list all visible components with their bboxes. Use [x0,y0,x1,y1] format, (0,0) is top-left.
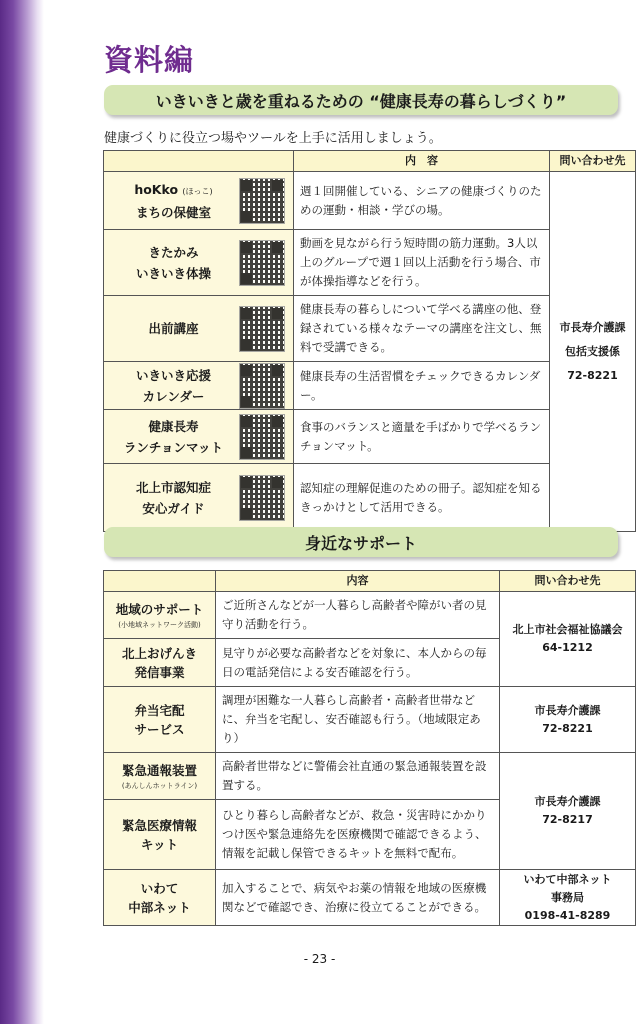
row-name-line2: サービス [134,721,185,737]
table-row [104,870,636,926]
row-desc: ご近所さんなどが一人暮らし高齢者や障がい者の見守り活動を行う。 [216,592,500,639]
header-content: 内 容 [294,151,550,172]
row-name [104,464,294,532]
row-name-line2: 発信事業 [134,664,185,680]
qr-code-icon[interactable] [239,178,285,224]
row-name-line1: 北上おげんき [121,645,197,661]
intro-text: 健康づくりに役立つ場やツールを上手に活用しましょう。 [104,131,442,146]
row-desc: 健康長寿の暮らしについて学べる講座の他、登録されている様々なテーマの講座を注文し、無料で受講できる。 [294,296,550,362]
header-contact: 問い合わせ先 [500,571,636,592]
row-name [104,172,294,230]
row-desc: ひとり暮らし高齢者などが、救急・災害時にかかりつけ医や緊急連絡先を医療機関で確認できるよう、情報を記載し保管できるキットを無料で配布。 [216,800,500,870]
table-header-row [104,151,636,172]
row-desc: 認知症の理解促進のための冊子。認知症を知るきっかけとして活用できる。 [294,464,550,532]
support-table [103,570,636,926]
row-desc: 食事のバランスと適量を手ばかりで学べるランチョンマット。 [294,410,550,464]
contact-cell [550,172,636,532]
row-name-line2: カレンダー [142,388,205,404]
row-name-line1: 弁当宅配 [134,702,185,718]
contact-cell [500,870,636,926]
qr-code-icon[interactable] [239,363,285,409]
row-name [104,870,216,926]
row-desc: 加入することで、病気やお薬の情報を地域の医療機関などで確認でき、治療に役立てることができる。 [216,870,500,926]
contact-line2: 事務局 [551,890,584,904]
row-name-line2: キット [140,836,179,852]
header-content: 内容 [216,571,500,592]
row-name-line1: 北上市認知症 [135,479,211,495]
row-desc: 動画を見ながら行う短時間の筋力運動。3人以上のグループで週１回以上活動を行う場合、市が体操指導などを行う。 [294,230,550,296]
row-name-reading: (ほっこ) [182,186,213,196]
row-name-line1: 出前講座 [148,321,199,336]
contact-cell [500,592,636,687]
row-desc: 週１回開催している、シニアの健康づくりのための運動・相談・学びの場。 [294,172,550,230]
banner-nearby-support: 身近なサポート [104,527,618,557]
row-name-line2: まちの保健室 [135,204,211,220]
row-name-line1: いわて [140,880,179,896]
table-row [104,753,636,800]
row-name-line2: いきいき体操 [135,265,211,281]
contact-line1: 市長寿介護課 [559,320,626,334]
row-name [104,687,216,753]
contact-phone: 72-8221 [542,721,593,735]
row-name [104,362,294,410]
header-blank [104,151,294,172]
row-name [104,230,294,296]
row-name [104,639,216,687]
qr-code-icon[interactable] [239,306,285,352]
row-name-line1: hoKko [134,181,179,197]
row-name-line1: 緊急通報装置 [121,762,197,778]
table-row [104,687,636,753]
row-name-line2: ランチョンマット [123,439,224,455]
row-name [104,410,294,464]
contact-line1: 市長寿介護課 [534,703,601,717]
row-name-line1: きたかみ [148,244,199,260]
contact-phone: 0198-41-8289 [524,908,611,922]
row-name-line2: 中部ネット [128,899,191,915]
contact-phone: 72-8221 [567,368,618,382]
row-desc: 見守りが必要な高齢者などを対象に、本人からの毎日の電話発信による安否確認を行う。 [216,639,500,687]
contact-line2: 包括支援係 [565,344,620,358]
contact-line1: 北上市社会福祉協議会 [512,623,623,636]
row-desc: 高齢者世帯などに警備会社直通の緊急通報装置を設置する。 [216,753,500,800]
contact-line1: いわて中部ネット [523,872,612,886]
row-name-note: (あんしんホットライン) [121,781,198,790]
qr-code-icon[interactable] [239,475,285,521]
table-row [104,172,636,230]
banner-health-longevity: いきいきと歳を重ねるための “健康長寿の暮らしづくり” [104,85,618,115]
page-number: - 23 - [303,952,336,966]
row-name [104,592,216,639]
row-name [104,296,294,362]
row-name-line1: 健康長寿 [148,418,199,434]
row-name [104,800,216,870]
contact-cell [500,753,636,870]
table-row [104,592,636,639]
contact-cell [500,687,636,753]
row-name [104,753,216,800]
row-name-note: (小地域ネットワーク活動) [118,620,201,629]
qr-code-icon[interactable] [239,414,285,460]
table-header-row [104,571,636,592]
qr-code-icon[interactable] [239,240,285,286]
purple-sidebar [0,0,44,1024]
contact-phone: 64-1212 [542,641,593,654]
contact-line1: 市長寿介護課 [534,795,601,808]
row-name-line2: 安心ガイド [142,500,205,516]
row-name-line1: 地域のサポート [115,601,204,617]
row-desc: 健康長寿の生活習慣をチェックできるカレンダー。 [294,362,550,410]
section-title: 資料編 [104,43,195,77]
resources-table [103,150,636,532]
row-name-line1: 緊急医療情報 [121,817,197,833]
header-blank [104,571,216,592]
contact-phone: 72-8217 [542,813,593,826]
header-contact: 問い合わせ先 [550,151,636,172]
row-desc: 調理が困難な一人暮らし高齢者・高齢者世帯などに、弁当を宅配し、安否確認も行う。（地域限定あり） [216,687,500,753]
row-name-line1: いきいき応援 [135,367,211,383]
